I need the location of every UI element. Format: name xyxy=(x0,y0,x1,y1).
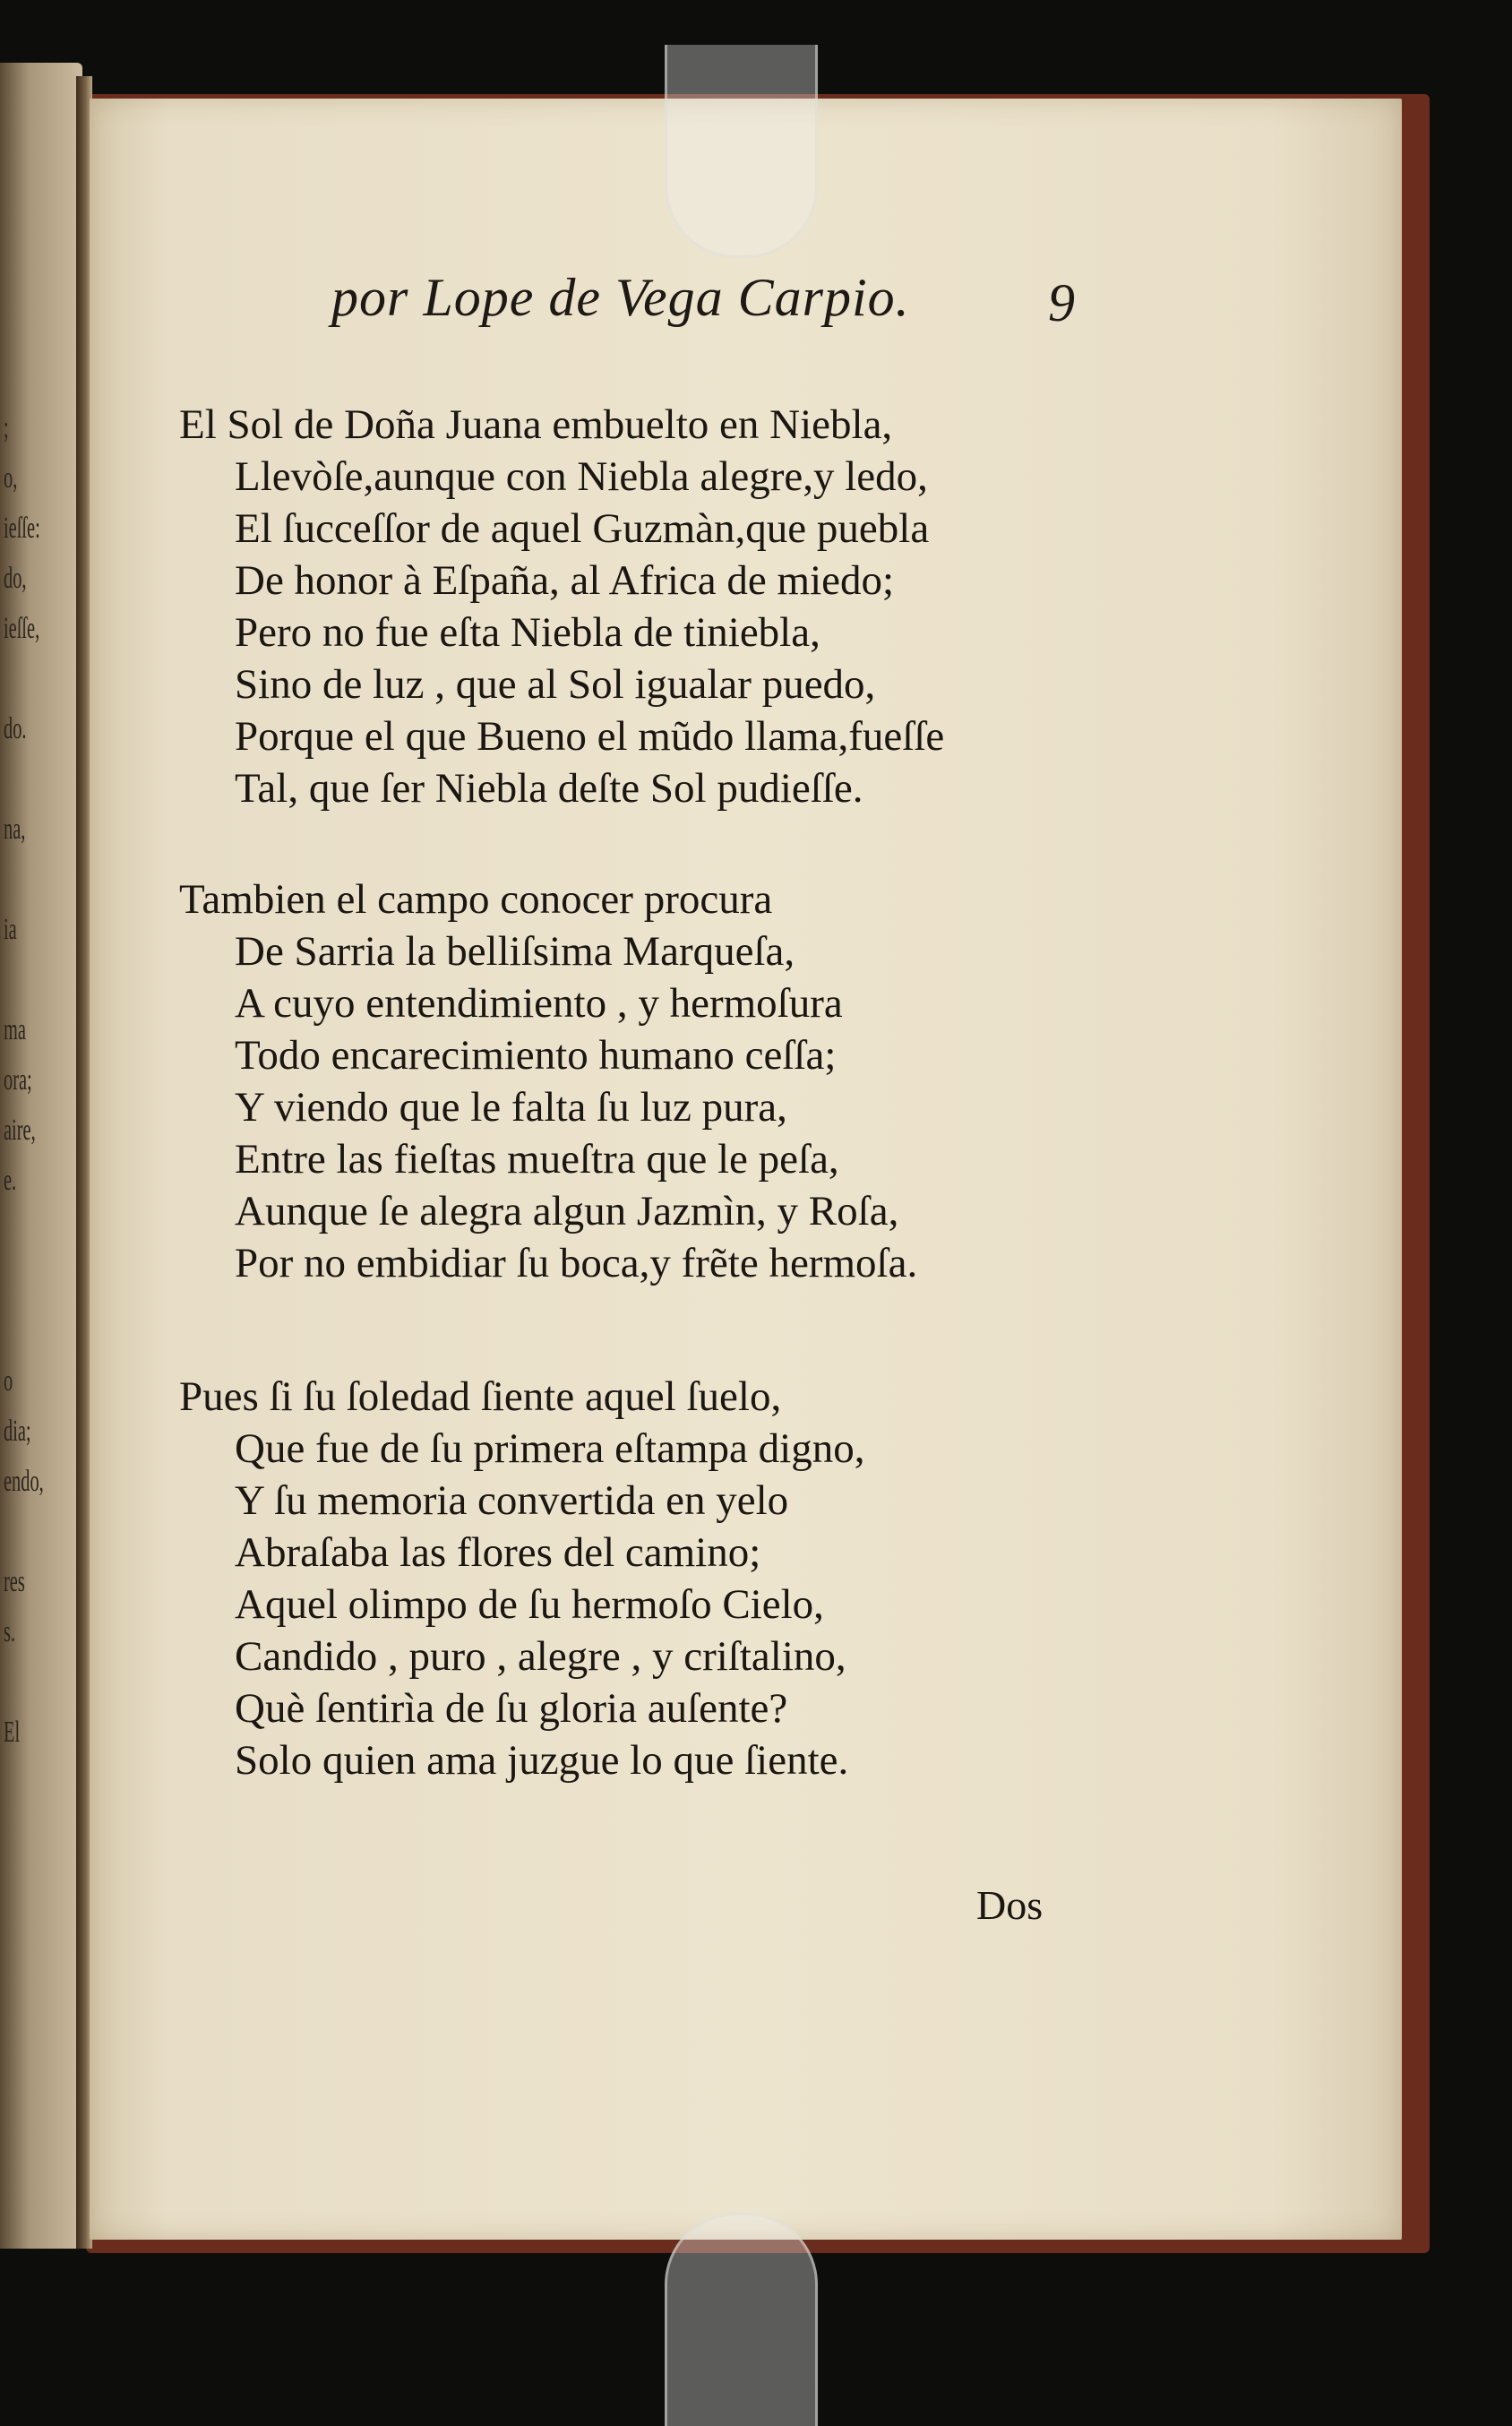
facing-page-fragment xyxy=(4,1206,47,1256)
verse-line: Y viendo que le falta ſu luz pura, xyxy=(235,1084,787,1131)
facing-page-fragment xyxy=(4,1306,47,1356)
verse-line: Aquel olimpo de ſu hermoſo Cielo, xyxy=(235,1581,824,1628)
facing-page-fragment: ma xyxy=(4,1013,26,1046)
verse-line: Abraſaba las flores del camino; xyxy=(235,1529,761,1576)
facing-page-fragment: s. xyxy=(4,1615,16,1648)
verse-line: Todo encarecimiento humano ceſſa; xyxy=(235,1032,837,1079)
facing-page-fragment xyxy=(4,855,47,905)
verse-line: Pero no fue eſta Niebla de tiniebla, xyxy=(235,609,820,656)
facing-page-fragment: o, xyxy=(4,461,18,495)
facing-page-fragment: El xyxy=(4,1716,21,1749)
facing-page-fragment: do. xyxy=(4,712,27,745)
facing-page-fragment xyxy=(4,754,47,804)
page-number: 9 xyxy=(1048,273,1075,332)
facing-page-fragment: ora; xyxy=(4,1063,32,1097)
stanza-1 xyxy=(179,399,1129,814)
facing-page-text-fragments xyxy=(4,403,47,1758)
facing-page-fragment: ieſſe: xyxy=(4,512,40,545)
facing-page-fragment xyxy=(4,1256,47,1306)
page-clip-top xyxy=(665,45,818,258)
verse-line: Pues ſi ſu ſoledad ſiente aquel ſuelo, xyxy=(179,1373,782,1420)
page-header xyxy=(331,267,1102,339)
verse-line: Tal, que ſer Niebla deſte Sol pudieſſe. xyxy=(235,765,863,812)
verse-line: Llevòſe,aunque con Niebla alegre,y ledo, xyxy=(235,453,928,500)
verse-line: A cuyo entendimiento , y hermoſura xyxy=(235,980,843,1027)
facing-page-fragment: o xyxy=(4,1364,13,1398)
facing-page-fragment: aire, xyxy=(4,1114,36,1147)
verse-line: Por no embidiar ſu boca,y frẽte hermoſa. xyxy=(235,1240,918,1286)
page-clip-bottom xyxy=(665,2213,818,2426)
verse-line: El Sol de Doña Juana embuelto en Niebla, xyxy=(179,401,893,448)
verse-line: Entre las fieſtas mueſtra que le peſa, xyxy=(235,1136,839,1183)
verse-line: Sino de luz , que al Sol igualar puedo, xyxy=(235,661,876,708)
facing-page-fragment xyxy=(4,955,47,1005)
facing-page-edge xyxy=(0,63,82,2249)
catchword: Dos xyxy=(976,1882,1044,1928)
facing-page-fragment xyxy=(4,1507,47,1557)
stanza-2 xyxy=(179,873,1129,1289)
facing-page-fragment: dia; xyxy=(4,1415,31,1448)
facing-page-fragment: ia xyxy=(4,913,17,946)
facing-page-fragment xyxy=(4,1657,47,1708)
facing-page-fragment: e. xyxy=(4,1164,17,1197)
verse-line: De honor à Eſpaña, al Africa de miedo; xyxy=(235,557,895,604)
verse-line: Aunque ſe alegra algun Jazmìn, y Roſa, xyxy=(235,1188,899,1235)
facing-page-fragment: endo, xyxy=(4,1465,44,1498)
running-head: por Lope de Vega Carpio. xyxy=(331,268,910,327)
facing-page-fragment: do, xyxy=(4,562,27,595)
facing-page-fragment: ieſſe, xyxy=(4,612,40,645)
facing-page-fragment: ; xyxy=(4,411,9,444)
verse-line: Candido , puro , alegre , y criſtalino, xyxy=(235,1633,846,1680)
verse-line: Solo quien ama juzgue lo que ſiente. xyxy=(235,1737,849,1784)
verse-line: Porque el que Bueno el mũdo llama,fueſſe xyxy=(235,713,945,760)
verse-line: De Sarria la belliſsima Marqueſa, xyxy=(235,928,795,975)
verse-line: El ſucceſſor de aquel Guzmàn,que puebla xyxy=(235,505,930,552)
verse-line: Què ſentirìa de ſu gloria auſente? xyxy=(235,1685,788,1732)
stanza-3 xyxy=(179,1371,1129,1786)
facing-page-fragment: na, xyxy=(4,813,26,846)
facing-page-fragment xyxy=(4,654,47,704)
facing-page-fragment: res xyxy=(4,1565,25,1598)
verse-line: Y ſu memoria convertida en yelo xyxy=(235,1477,789,1524)
verse-line: Tambien el campo conocer procura xyxy=(179,876,773,923)
verse-line: Que fue de ſu primera eſtampa digno, xyxy=(235,1425,865,1472)
